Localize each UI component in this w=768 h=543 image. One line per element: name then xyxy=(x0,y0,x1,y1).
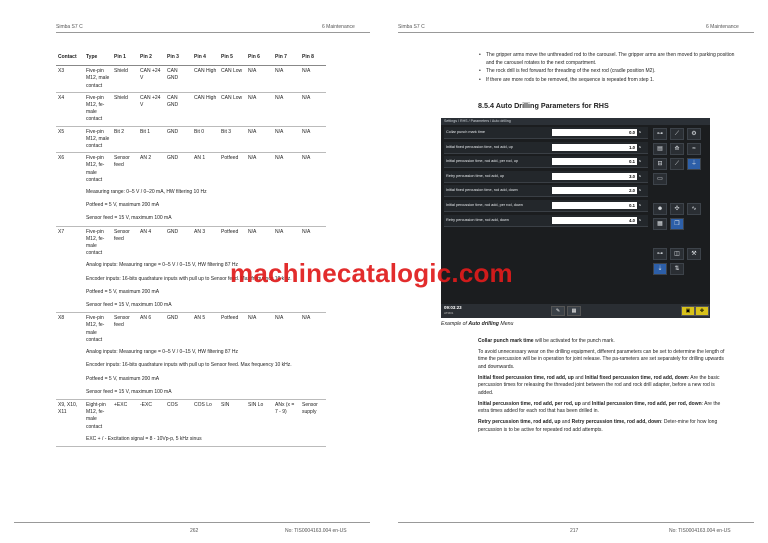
table-cell: AN 1 xyxy=(194,155,206,162)
table-cell: N/A xyxy=(300,66,326,93)
table-cell: Five-pin M12, fe-male contact xyxy=(84,92,112,126)
table-cell: Shield xyxy=(112,92,138,126)
header-right: 6 Maintenance xyxy=(706,24,739,30)
description-term: Initial percussion time, rod add, per rod, down xyxy=(591,400,702,407)
table-note-spacer xyxy=(56,299,84,313)
table-cell: N/A xyxy=(248,315,257,322)
parameter-row[interactable] xyxy=(444,215,648,227)
table-cell: Bit 0 xyxy=(192,126,219,153)
description-paragraph xyxy=(478,375,728,398)
table-cell: GND xyxy=(167,155,179,162)
parameter-label: Retry percussion time, rod add, down xyxy=(446,217,509,222)
table-cell: Sensor feed xyxy=(114,155,130,169)
table-cell: Bit 1 xyxy=(138,126,165,153)
rod-handling-icon[interactable]: ⇅ xyxy=(670,263,684,275)
copy-icon[interactable]: ❐ xyxy=(670,218,684,230)
table-note: Sensor feed = 15 V, maximum 100 mA xyxy=(84,212,326,226)
keyboard-icon[interactable]: ▦ xyxy=(567,306,581,316)
table-cell: X6 xyxy=(58,155,65,162)
column-header: Pin 4 xyxy=(192,52,219,66)
table-note-row xyxy=(56,386,326,400)
footer-page-number: 262 xyxy=(190,528,199,534)
screen-breadcrumb: Settings / RHS / Parameters / Auto drilling xyxy=(441,118,710,125)
description-term: Initial fixed percussion time, rod add, down xyxy=(584,374,688,381)
table-cell: Potfeed xyxy=(221,228,239,235)
table-cell: SIN Lo xyxy=(248,401,264,408)
operator-icon[interactable]: ☻ xyxy=(653,203,667,215)
table-cell: CAN High xyxy=(192,92,219,126)
table-row xyxy=(56,153,326,186)
table-cell: N/A xyxy=(300,126,326,153)
table-cell: SIN xyxy=(221,401,230,408)
table-cell: N/A xyxy=(246,66,273,93)
table-cell: Sensor supply xyxy=(302,401,318,416)
table-cell: N/A xyxy=(302,228,311,235)
table-row xyxy=(56,126,326,153)
column-header: Contact xyxy=(56,52,84,66)
parameter-unit: s xyxy=(639,159,641,164)
table-cell: X3 xyxy=(56,66,84,93)
figure-caption: Example of Auto drilling Menu xyxy=(441,321,514,327)
table-cell: COS Lo xyxy=(194,401,212,408)
table-note-row xyxy=(56,373,326,386)
table-cell: -EXC xyxy=(140,401,152,408)
table-cell: N/A xyxy=(273,126,300,153)
table-cell: X7 xyxy=(58,228,65,235)
description-paragraph xyxy=(478,401,728,416)
table-cell: CAN GND xyxy=(165,92,192,126)
table-row xyxy=(56,313,326,346)
tools-icon[interactable]: ⚒ xyxy=(687,248,701,260)
parameter-row[interactable] xyxy=(444,127,648,139)
table-note: Analog inputs: Measuring range = 0–5 V / 0–15 V, HW filtering 87 Hz xyxy=(86,349,238,356)
rock-drill-icon[interactable]: ⊶ xyxy=(653,128,667,140)
table-cell: Eight-pin M12, fe-male contact xyxy=(86,401,106,430)
table-cell: Bit 3 xyxy=(219,126,246,153)
header-left: Simba S7 C xyxy=(398,24,425,30)
parameter-row[interactable] xyxy=(444,156,648,168)
table-note: EXC + / - Excitation signal = 8 - 10Vp-p, 5 kHz sinus xyxy=(84,433,326,447)
table-note-row xyxy=(56,346,326,359)
bullet-item: • The gripper arms move the unthreaded rod to the carousel. The gripper arms are then moved to parking position and the carousel rotates to the next compartment. xyxy=(486,52,736,67)
table-cell: X8 xyxy=(58,315,65,322)
bit-icon[interactable]: ✣ xyxy=(670,203,684,215)
parameter-unit: s xyxy=(639,188,641,193)
column-header: Pin 1 xyxy=(112,52,138,66)
parameter-unit: s xyxy=(639,130,641,134)
table-cell: N/A xyxy=(300,92,326,126)
parameter-label: Initial fixed percussion time, rod add, down xyxy=(446,188,518,193)
edit-icon[interactable]: ✎ xyxy=(551,306,565,316)
boom-icon[interactable]: ⟰ xyxy=(670,143,684,155)
header-rule xyxy=(398,32,754,33)
description-text: : Deter-mine for how long percussion is to be active for repeated rod add attempts. xyxy=(478,419,718,433)
warning-icon[interactable]: ▣ xyxy=(681,306,695,316)
table-cell: +EXC xyxy=(114,401,128,408)
auto-drilling-icon[interactable]: ⏚ xyxy=(687,158,701,170)
table-cell: N/A xyxy=(246,126,273,153)
column-header: Pin 7 xyxy=(273,52,300,66)
clock-readout: 09:03:23 xyxy=(444,305,462,310)
table-note-spacer xyxy=(56,273,84,286)
header-right: 6 Maintenance xyxy=(322,24,355,30)
table-note-spacer xyxy=(56,386,84,400)
table-cell: N/A xyxy=(302,315,311,322)
column-header: Pin 5 xyxy=(219,52,246,66)
table-cell: Five-pin M12, male contact xyxy=(84,66,112,93)
parameter-unit: s xyxy=(639,203,641,207)
table-cell: Shield xyxy=(112,66,138,93)
parameter-value-field[interactable]: 2.0 xyxy=(552,187,637,194)
cube-icon[interactable]: ◫ xyxy=(670,248,684,260)
description-term: Initial fixed percussion time, rod add, up xyxy=(478,374,574,381)
table-cell: ANx (x = 7 - 9) xyxy=(275,401,295,416)
procedure-bullets xyxy=(478,52,736,85)
feed-icon[interactable]: ⇣ xyxy=(653,263,667,275)
table-note-spacer xyxy=(56,359,84,372)
footer-rule xyxy=(398,522,754,523)
parameter-label: Initial percussion time, rod add, per rod, down xyxy=(446,203,523,207)
table-cell: Five-pin M12, male contact xyxy=(84,126,112,153)
column-header: Pin 2 xyxy=(138,52,165,66)
table-cell: CAN +24 V xyxy=(138,66,165,93)
table-cell: Sensor feed xyxy=(114,315,130,329)
description-text: and xyxy=(560,419,572,426)
table-cell: AN 2 xyxy=(140,155,152,162)
watermark: machinecatalogic.com xyxy=(230,258,513,288)
water-icon[interactable]: ≈ xyxy=(687,143,701,155)
parameter-label: Initial fixed percussion time, rod add, up xyxy=(446,144,513,149)
table-cell: X5 xyxy=(56,126,84,153)
description-text: and xyxy=(573,374,585,381)
table-cell: Potfeed xyxy=(221,155,239,162)
table-note-row xyxy=(56,433,326,447)
table-cell: Five-pin M12, fe-male contact xyxy=(86,155,105,183)
parameter-value-field[interactable]: 0.1 xyxy=(552,202,637,209)
table-cell: N/A xyxy=(273,66,300,93)
table-cell: N/A xyxy=(275,228,284,235)
table-cell: CAN +24 V xyxy=(138,92,165,126)
table-cell: GND xyxy=(167,315,179,322)
table-cell: Bit 2 xyxy=(112,126,138,153)
table-note-row xyxy=(56,199,326,212)
table-note-row xyxy=(56,186,326,199)
footer-doc-number: No: TIS0004163.004 en-US xyxy=(285,528,347,534)
parameter-descriptions xyxy=(478,338,728,437)
description-paragraph xyxy=(478,338,728,346)
table-note: Potfeed = 5 V, maximum 200 mA xyxy=(86,202,160,209)
parameter-unit: s xyxy=(639,217,641,222)
table-note-spacer xyxy=(56,346,84,359)
table-cell: N/A xyxy=(248,155,257,162)
table-cell: N/A xyxy=(273,92,300,126)
table-note-row xyxy=(56,299,326,313)
table-cell: X4 xyxy=(56,92,84,126)
hydraulics-icon[interactable]: ⊟ xyxy=(653,158,667,170)
parameter-value-field[interactable]: 4.0 xyxy=(552,217,637,224)
table-note-spacer xyxy=(56,433,84,447)
header-left: Simba S7 C xyxy=(56,24,83,30)
pin-assignment-table xyxy=(56,52,326,447)
table-cell: Five-pin M12, fe-male contact xyxy=(86,228,105,257)
graph-icon[interactable]: ⟋ xyxy=(670,158,684,170)
description-text: : Are the basic percussion times for releasing the threaded joint between the rod and rock drill adapter, before a new rod is added. xyxy=(478,374,720,396)
table-note-row xyxy=(56,212,326,226)
table-note: Analog inputs: Measuring range = 0–5 V / 0–15 V, HW filtering 87 Hz xyxy=(86,262,238,269)
table-note: Potfeed = 5 V, maximum 200 mA xyxy=(86,288,160,295)
column-header: Type xyxy=(84,52,112,66)
table-cell: N/A xyxy=(275,155,284,162)
battery-icon[interactable]: ▤ xyxy=(653,143,667,155)
description-term: Initial percussion time, rod add, per rod, up xyxy=(478,400,581,407)
table-cell: Sensor feed xyxy=(114,228,130,242)
column-header: Pin 6 xyxy=(246,52,273,66)
description-term: Retry percussion time, rod add, down xyxy=(571,419,662,426)
table-note: Sensor feed = 15 V, maximum 100 mA xyxy=(84,299,326,313)
table-note-spacer xyxy=(56,186,84,199)
navigate-icon[interactable]: ✥ xyxy=(695,306,709,316)
table-cell: AN 3 xyxy=(194,228,206,235)
footer-page-number: 217 xyxy=(570,528,579,534)
table-note-row xyxy=(56,359,326,372)
column-header: Pin 3 xyxy=(165,52,192,66)
parameter-row[interactable] xyxy=(444,171,648,183)
parameter-value-field[interactable]: 0.1 xyxy=(552,158,637,165)
parameter-label: Collar punch mark time xyxy=(446,130,486,134)
parameter-row[interactable] xyxy=(444,200,648,212)
table-cell: AN 5 xyxy=(194,315,206,322)
footer-rule xyxy=(14,522,370,523)
table-cell: N/A xyxy=(302,155,311,162)
clock-subtitle: ATM01 xyxy=(444,311,454,315)
table-cell: CAN GND xyxy=(165,66,192,93)
footer-doc-number: No: TIS0004163.004 en-US xyxy=(669,528,731,534)
description-text: : Are the extra times added for each rod that has been drilled in. xyxy=(478,400,721,415)
table-row xyxy=(56,66,326,93)
connector-icon[interactable]: ⊶ xyxy=(653,248,667,260)
column-header: Pin 8 xyxy=(300,52,326,66)
table-note-spacer xyxy=(56,199,84,212)
description-text: To avoid unnecessary wear on the drilling equipment, different parameters can be set to determine the length of time the percussion will be in operation for joint release. The pa-rameters are set separately for drilling upwards and downwards. xyxy=(478,348,725,370)
table-note: Sensor feed = 15 V, maximum 100 mA xyxy=(84,386,326,400)
table-cell: GND xyxy=(165,126,192,153)
table-cell: CAN Low xyxy=(219,66,246,93)
parameter-unit: s xyxy=(639,173,641,178)
table-row xyxy=(56,226,326,259)
table-row xyxy=(56,92,326,126)
table-row xyxy=(56,399,326,432)
parameter-value-field[interactable]: 3.0 xyxy=(552,173,637,180)
gear-icon[interactable]: ⚙ xyxy=(687,128,701,140)
drill-rod-icon[interactable]: ⟋ xyxy=(670,128,684,140)
parameter-label: Initial percussion time, rod add, per rod, up xyxy=(446,159,518,164)
bullet-item: • If there are more rods to be removed, the sequence is repeated from step 1. xyxy=(486,77,736,85)
parameter-value-field[interactable]: 0.0 xyxy=(552,129,637,136)
description-term: Collar punch mark time xyxy=(478,338,534,344)
parameter-row[interactable] xyxy=(444,185,648,197)
table-note: Encoder inputs: 16-bits quadrature inputs with pull up to Sensor feed. Max frequency 10 kHz. xyxy=(86,275,292,282)
grid-icon[interactable]: ▦ xyxy=(653,218,667,230)
table-note-spacer xyxy=(56,286,84,299)
table-note: Potfeed = 5 V, maximum 200 mA xyxy=(86,375,160,382)
parameter-unit: s xyxy=(639,144,641,149)
section-title: 8.5.4 Auto Drilling Parameters for RHS xyxy=(478,101,609,110)
table-cell: COS xyxy=(167,401,178,408)
table-header-row xyxy=(56,52,326,66)
table-cell: N/A xyxy=(275,315,284,322)
table-cell: N/A xyxy=(248,228,257,235)
table-cell: Potfeed xyxy=(221,315,239,322)
table-cell: AN 4 xyxy=(140,228,152,235)
description-term: Retry percussion time, rod add, up xyxy=(478,419,561,426)
table-note-spacer xyxy=(56,212,84,226)
screen-bottom-bar xyxy=(441,304,710,318)
table-note-spacer xyxy=(56,373,84,386)
signal-icon[interactable]: ∿ xyxy=(687,203,701,215)
table-cell: Five-pin M12, fe-male contact xyxy=(86,315,105,343)
description-text: will be activated for the punch mark. xyxy=(533,338,615,344)
table-cell: AN 6 xyxy=(140,315,152,322)
table-note-spacer xyxy=(56,259,84,272)
description-paragraph xyxy=(478,349,728,372)
screen-icon-panel xyxy=(653,126,709,286)
table-note: Measuring range: 0–5 V / 0–20 mA, HW filtering 10 Hz xyxy=(86,189,207,196)
table-cell: CAN Low xyxy=(219,92,246,126)
table-cell: CAN High xyxy=(192,66,219,93)
parameter-value-field[interactable]: 1.0 xyxy=(552,144,637,151)
table-cell: X9, X10, X11 xyxy=(58,401,78,416)
description-paragraph xyxy=(478,419,728,434)
description-text: and xyxy=(580,400,592,407)
parameter-label: Retry percussion time, rod add, up xyxy=(446,173,505,178)
table-cell: N/A xyxy=(246,92,273,126)
parameter-row[interactable] xyxy=(444,142,648,154)
header-rule xyxy=(56,32,370,33)
table-note: Encoder inputs: 16-bits quadrature inputs with pull up to Sensor feed. Max frequency 10 kHz. xyxy=(86,362,292,369)
bullet-item: • The rock drill is fed forward for threading of the next rod (cradle position M2). xyxy=(486,68,736,76)
carrier-icon[interactable]: ▭ xyxy=(653,173,667,185)
table-cell: GND xyxy=(167,228,179,235)
